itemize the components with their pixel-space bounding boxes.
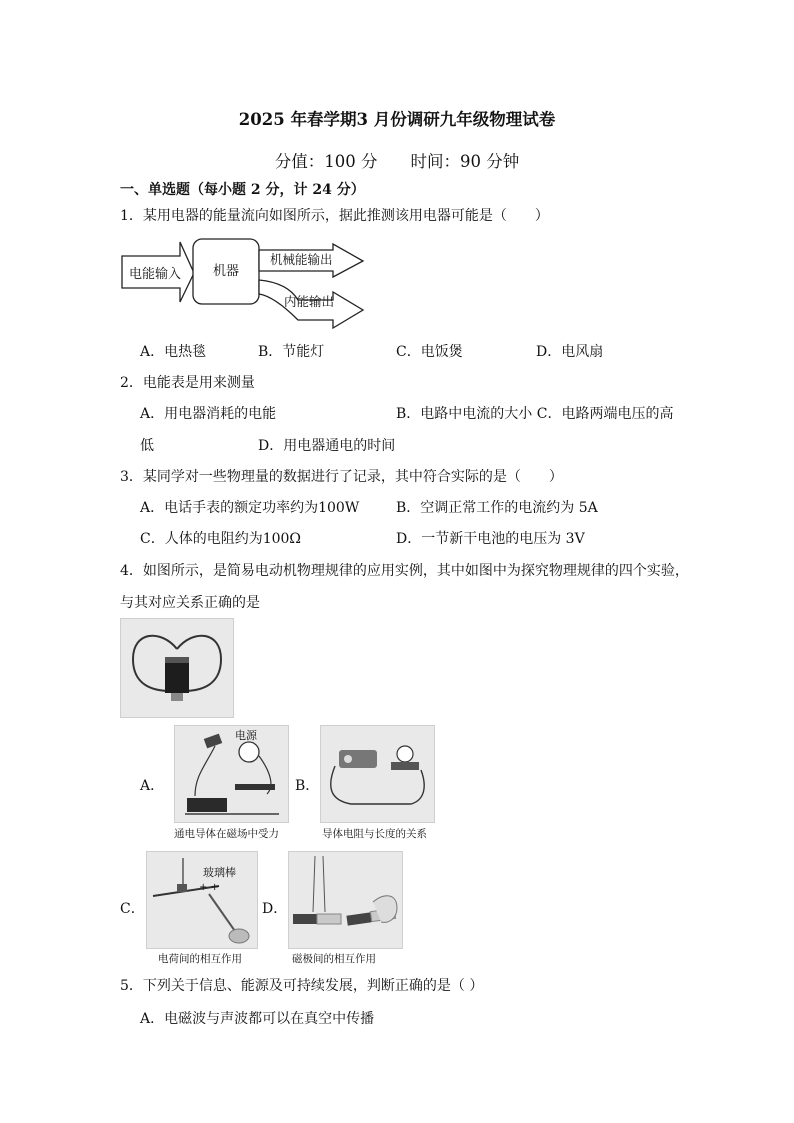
caption-magnet-interaction: 磁极间的相互作用 — [292, 953, 376, 965]
diagram-output-heat-label: 内能输出 — [284, 294, 335, 309]
q4-option-b-label: B． — [295, 778, 320, 794]
glass-rod-label: 玻璃棒 — [203, 866, 236, 879]
section-heading: 一、单选题（每小题 2 分，计 24 分） — [120, 182, 365, 198]
photo-magnet-interaction — [288, 851, 403, 949]
photo-resistance-length — [320, 725, 435, 823]
question-3-stem: 3．某同学对一些物理量的数据进行了记录，其中符合实际的是（ ） — [120, 469, 563, 485]
q3-option-b: B．空调正常工作的电流约为 5A — [396, 500, 598, 516]
motor-photo — [120, 618, 234, 718]
q4-option-d-label: D． — [262, 901, 288, 917]
q3-option-d: D．一节新干电池的电压为 3V — [396, 531, 585, 547]
page-title: 2025 年春学期3 月份调研九年级物理试卷 — [238, 110, 556, 129]
caption-force-on-conductor: 通电导体在磁场中受力 — [174, 828, 279, 840]
q4-option-c-label: C． — [120, 901, 145, 917]
energy-flow-diagram — [120, 236, 370, 332]
q1-option-c: C．电饭煲 — [396, 344, 463, 360]
q1-option-d: D．电风扇 — [536, 344, 604, 360]
q2-option-c-continued: 低 — [140, 438, 154, 454]
question-1-stem: 1．某用电器的能量流向如图所示，据此推测该用电器可能是（ ） — [120, 208, 549, 224]
exam-meta: 分值：100 分 时间：90 分钟 — [274, 152, 520, 171]
question-5-stem: 5．下列关于信息、能源及可持续发展，判断正确的是（ ） — [120, 978, 484, 994]
q1-option-b: B．节能灯 — [258, 344, 325, 360]
diagram-machine-label: 机器 — [213, 264, 240, 279]
question-4-stem-continued: 与其对应关系正确的是 — [120, 595, 260, 611]
question-2-stem: 2．电能表是用来测量 — [120, 375, 255, 391]
q2-option-a: A．用电器消耗的电能 — [140, 406, 277, 422]
q1-option-a: A．电热毯 — [140, 344, 207, 360]
q4-option-a-label: A． — [140, 778, 165, 794]
diagram-input-label: 电能输入 — [129, 267, 182, 282]
question-4-stem: 4．如图所示，是简易电动机物理规律的应用实例，其中如图中为探究物理规律的四个实验， — [120, 563, 689, 579]
q2-option-d: D．用电器通电的时间 — [258, 438, 396, 454]
caption-charge-interaction: 电荷间的相互作用 — [158, 953, 242, 965]
q3-option-a: A．电话手表的额定功率约为100W — [140, 500, 360, 516]
charge-plus-label: + + — [199, 882, 219, 893]
photo-charge-interaction — [146, 851, 258, 949]
diagram-output-mechanical-label: 机械能输出 — [270, 252, 333, 267]
photo-force-on-conductor — [174, 725, 289, 823]
q5-option-a: A．电磁波与声波都可以在真空中传播 — [140, 1011, 375, 1027]
q3-option-c: C．人体的电阻约为100Ω — [140, 531, 302, 547]
caption-resistance-length: 导体电阻与长度的关系 — [322, 828, 427, 840]
power-supply-label: 电源 — [235, 729, 257, 742]
q2-option-bc: B．电路中电流的大小 C．电路两端电压的高 — [396, 406, 674, 422]
